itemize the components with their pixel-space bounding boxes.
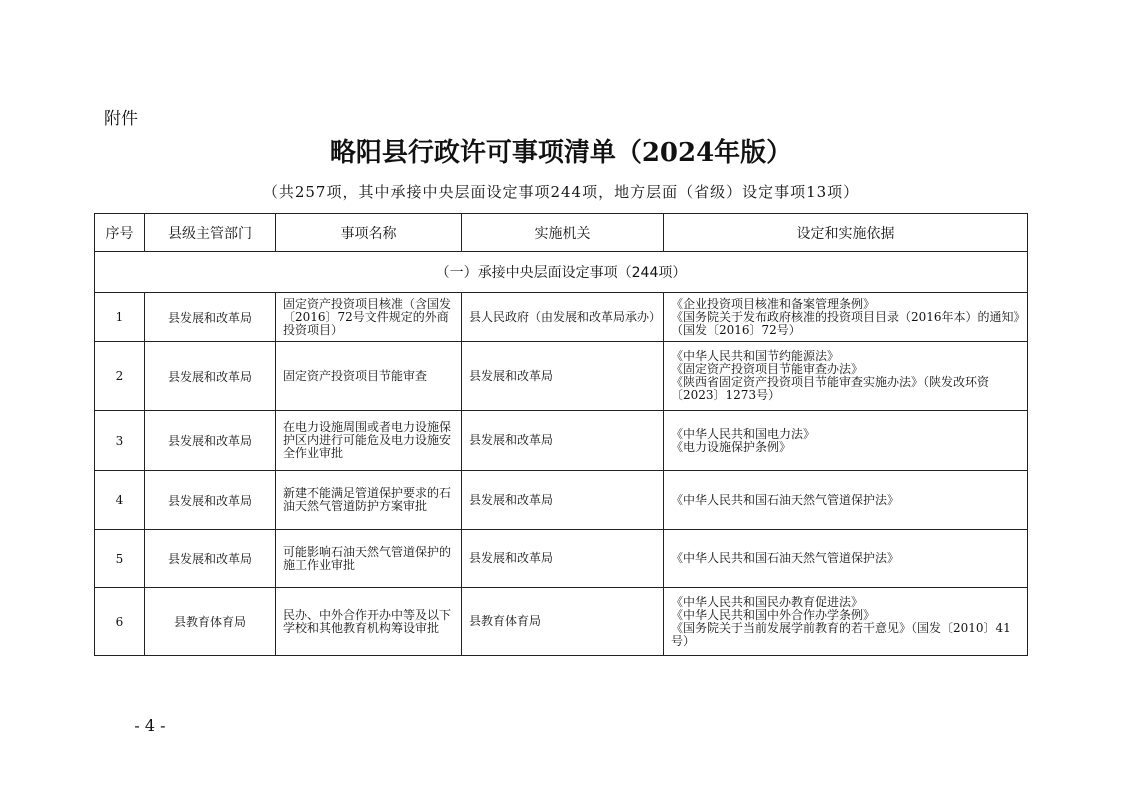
basis-line: 《陕西省固定资产投资项目节能审查实施办法》（陕发改环资〔2023〕1273号）	[671, 375, 990, 402]
row-basis	[664, 588, 1028, 656]
basis-line: 《企业投资项目核准和备案管理条例》	[671, 296, 876, 311]
header-department: 县级主管部门	[145, 214, 276, 252]
row-department: 县教育体育局	[145, 588, 276, 656]
row-authority: 县发展和改革局	[462, 342, 664, 411]
row-item-name: 固定资产投资项目节能审查	[276, 342, 462, 411]
row-basis	[664, 471, 1028, 530]
table-header-row	[95, 214, 1028, 252]
table-row	[95, 411, 1028, 471]
basis-line: 《国务院关于发布政府核准的投资项目目录（2016年本）的通知》（国发〔2016〕72号）	[671, 309, 1020, 337]
row-item-name: 新建不能满足管道保护要求的石油天然气管道防护方案审批	[276, 471, 462, 530]
basis-line: 《中华人民共和国节约能源法》	[671, 349, 840, 363]
section-title: （一）承接中央层面设定事项（244项）	[95, 252, 1028, 293]
section-row	[95, 252, 1028, 293]
table-row	[95, 342, 1028, 411]
document-subtitle: （共257项，其中承接中央层面设定事项244项，地方层面（省级）设定事项13项）	[262, 183, 860, 201]
attachment-label: 附件	[104, 109, 138, 129]
row-authority: 县教育体育局	[462, 588, 664, 656]
header-basis: 设定和实施依据	[664, 214, 1028, 252]
document-title: 略阳县行政许可事项清单（2024年版）	[329, 138, 793, 168]
basis-line: 《电力设施保护条例》	[671, 439, 792, 454]
basis-line: 《中华人民共和国石油天然气管道保护法》	[671, 492, 900, 507]
row-item-name: 在电力设施周围或者电力设施保护区内进行可能危及电力设施安全作业审批	[276, 411, 462, 471]
header-item-name: 事项名称	[276, 214, 462, 252]
basis-line: 《国务院关于当前发展学前教育的若干意见》（国发〔2010〕41号）	[671, 620, 1011, 648]
row-item-name: 可能影响石油天然气管道保护的施工作业审批	[276, 530, 462, 588]
row-basis	[664, 530, 1028, 588]
row-department: 县发展和改革局	[145, 342, 276, 411]
row-department: 县发展和改革局	[145, 293, 276, 342]
row-basis	[664, 411, 1028, 471]
basis-line: 《中华人民共和国石油天然气管道保护法》	[671, 551, 900, 565]
row-authority: 县发展和改革局	[462, 471, 664, 530]
row-basis	[664, 342, 1028, 411]
table-row	[95, 471, 1028, 530]
header-authority: 实施机关	[462, 214, 664, 252]
row-authority: 县人民政府（由发展和改革局承办）	[462, 293, 664, 342]
row-no: 2	[95, 342, 145, 411]
basis-line: 《中华人民共和国中外合作办学条例》	[671, 607, 876, 622]
row-no: 5	[95, 530, 145, 588]
table-row	[95, 293, 1028, 342]
row-no: 4	[95, 471, 145, 530]
row-no: 3	[95, 411, 145, 471]
table-row	[95, 530, 1028, 588]
row-no: 1	[95, 293, 145, 342]
row-authority: 县发展和改革局	[462, 411, 664, 471]
page-number: - 4 -	[134, 716, 166, 735]
row-department: 县发展和改革局	[145, 411, 276, 471]
row-authority: 县发展和改革局	[462, 530, 664, 588]
row-department: 县发展和改革局	[145, 530, 276, 588]
row-department: 县发展和改革局	[145, 471, 276, 530]
row-no: 6	[95, 588, 145, 656]
row-item-name: 民办、中外合作开办中等及以下学校和其他教育机构筹设审批	[276, 588, 462, 656]
basis-line: 《中华人民共和国电力法》	[671, 426, 816, 441]
row-basis	[664, 293, 1028, 342]
table-row	[95, 588, 1028, 656]
header-serial-no: 序号	[95, 214, 145, 252]
row-item-name: 固定资产投资项目核准（含国发〔2016〕72号文件规定的外商投资项目）	[276, 293, 462, 342]
permission-table	[94, 213, 1028, 656]
basis-line: 《中华人民共和国民办教育促进法》	[671, 594, 864, 609]
basis-line: 《固定资产投资项目节能审查办法》	[671, 362, 864, 376]
